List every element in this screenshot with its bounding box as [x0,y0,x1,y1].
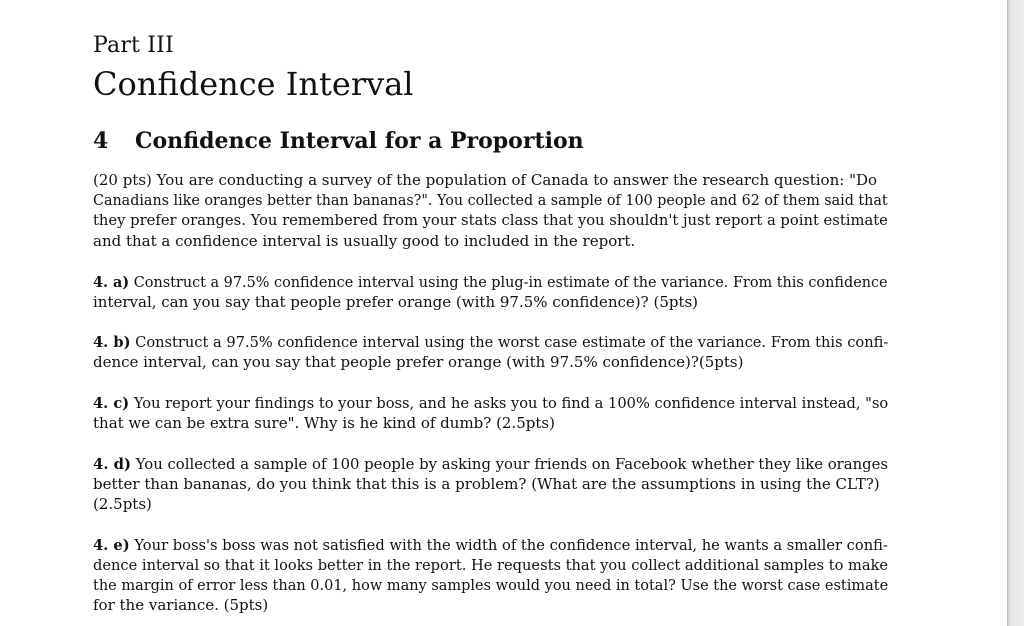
question-d-label: 4. d) [93,455,132,473]
question-b-line [93,332,888,352]
scrollbar-gutter[interactable] [1007,0,1024,626]
question-d-line: better than bananas, do you think that this is a problem? (What are the assumptions in using the CLT?) [93,475,880,493]
question-b-label: 4. b) [93,333,131,351]
question-e-label: 4. e) [93,536,130,554]
question-a-line [93,272,888,292]
part-label: Part III [93,33,174,58]
part-title: Confidence Interval [93,65,414,103]
question-d-line [93,454,888,474]
question-a-label: 4. a) [93,273,130,291]
section-heading [93,127,584,155]
question-d-text: You collected a sample of 100 people by asking your friends on Facebook whether they like oranges [135,455,889,473]
section-number: 4 [93,128,109,154]
question-c-label: 4. c) [93,394,130,412]
question-a-line: interval, can you say that people prefer orange (with 97.5% confidence)? (5pts) [93,293,699,311]
question-e-text: Your boss's boss was not satisfied with the width of the confidence interval, he wants a smaller confi- [134,536,888,554]
intro-line: they prefer oranges. You remembered from your stats class that you shouldn't just report a point estimate [93,211,888,229]
question-e-line: for the variance. (5pts) [93,596,269,614]
question-e-line: dence interval so that it looks better in the report. He requests that you collect additional samples to make [93,556,889,574]
question-b-line: dence interval, can you say that people prefer orange (with 97.5% confidence)?(5pts) [93,353,744,371]
question-c-line [93,393,888,413]
question-d-line: (2.5pts) [93,495,152,513]
question-c-line: that we can be extra sure". Why is he kind of dumb? (2.5pts) [93,414,555,432]
question-e-line [93,535,888,555]
section-title: Confidence Interval for a Proportion [135,128,584,154]
intro-line: and that a confidence interval is usually good to included in the report. [93,232,636,250]
question-b-text: Construct a 97.5% confidence interval using the worst case estimate of the variance. From this confi- [135,333,889,351]
intro-line: (20 pts) You are conducting a survey of the population of Canada to answer the research question: "Do [93,171,878,189]
intro-line: Canadians like oranges better than bananas?". You collected a sample of 100 people and 62 of them said that [93,191,888,209]
question-e-line: the margin of error less than 0.01, how many samples would you need in total? Use the worst case estimate [93,576,889,594]
question-c-text: You report your findings to your boss, and he asks you to find a 100% confidence interval instead, "so [133,394,889,412]
question-a-text: Construct a 97.5% confidence interval using the plug-in estimate of the variance. From this confidence [133,273,888,291]
